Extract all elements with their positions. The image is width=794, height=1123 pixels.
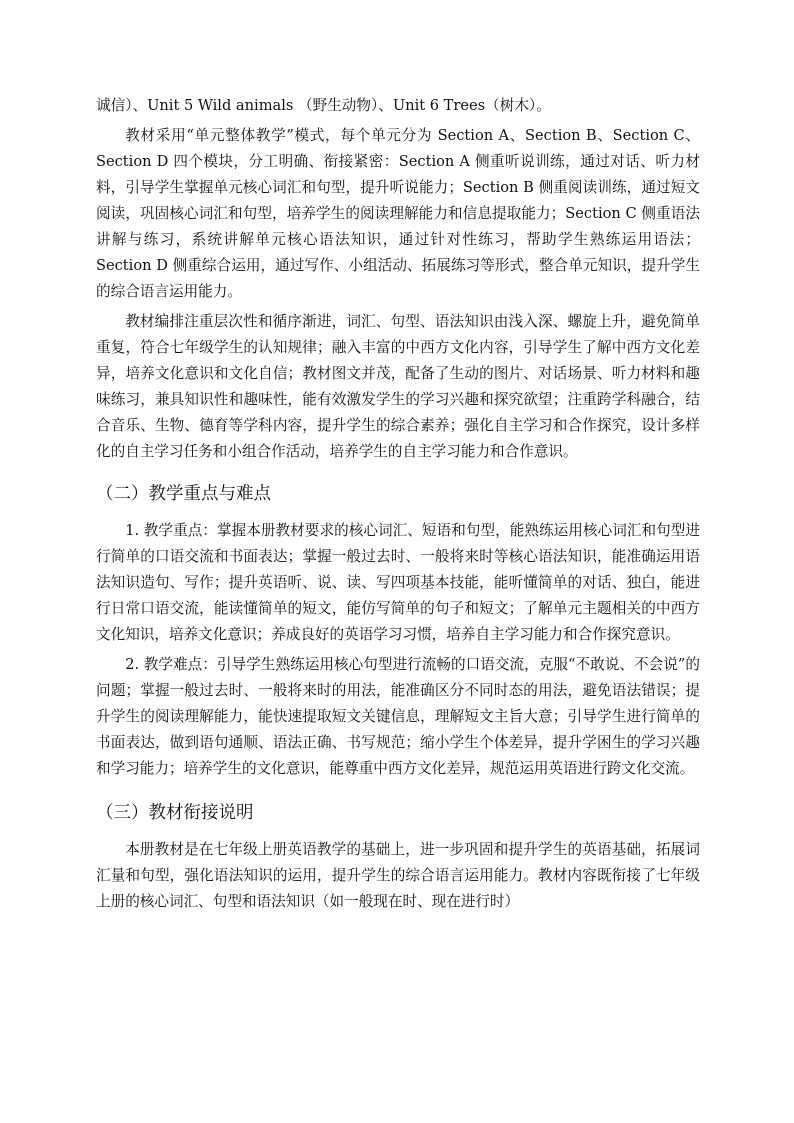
section-heading-connection: （三）教材衔接说明 — [96, 803, 254, 823]
paragraph-teaching-focus: 1. 教学重点：掌握本册教材要求的核心词汇、短语和句型，能熟练运用核心词汇和句型进行简单的口语交流和书面表达；掌握一般过去时、一般将来时等核心语法知识，能准确运用语法知识造句、写作；提升英语听、说、读、写四项基本技能，能听懂简单的对话、独白，能进行日常口语交流，能读懂简单的短文，能仿写简单的句子和短文；了解单元主题相关的中西方文化知识，培养文化意识；养成良好的英语学习习惯，培养自主学习能力和合作探究意识。 — [96, 522, 700, 643]
paragraph-textbook-features: 教材编排注重层次性和循序渐进，词汇、句型、语法知识由浅入深、螺旋上升，避免简单重复，符合七年级学生的认知规律；融入丰富的中西方文化内容，引导学生了解中西方文化差异，培养文化意识和文化自信；教材图文并茂，配备了生动的图片、对话场景、听力材料和趣味练习，兼具知识性和趣味性，能有效激发学生的学习兴趣和探究欲望；注重跨学科融合，结合音乐、生物、德育等学科内容，提升学生的综合素养；强化自主学习和合作探究，设计多样化的自主学习任务和小组合作活动，培养学生的自主学习能力和合作意识。 — [96, 313, 700, 460]
section-heading-key-points: （二）教学重点与难点 — [96, 484, 271, 504]
paragraph-unit-list: 诚信）、Unit 5 Wild animals （野生动物）、Unit 6 Trees（树木）。 — [96, 97, 551, 114]
paragraph-connection: 本册教材是在七年级上册英语教学的基础上，进一步巩固和提升学生的英语基础，拓展词汇量和句型，强化语法知识的运用，提升学生的综合语言运用能力。教材内容既衔接了七年级上册的核心词汇、句型和语法知识（如一般现在时、现在进行时） — [96, 841, 700, 910]
paragraph-teaching-difficulty: 2. 教学难点：引导学生熟练运用核心句型进行流畅的口语交流，克服“不敢说、不会说”的问题；掌握一般过去时、一般将来时的用法，能准确区分不同时态的用法，避免语法错误；提升学生的阅读理解能力，能快速提取短文关键信息，理解短文主旨大意；引导学生进行简单的书面表达，做到语句通顺、语法正确、书写规范；缩小学生个体差异，提升学困生的学习兴趣和学习能力；培养学生的文化意识，能尊重中西方文化差异，规范运用英语进行跨文化交流。 — [96, 656, 700, 777]
paragraph-unit-structure: 教材采用“单元整体教学”模式，每个单元分为 Section A、Section B、Section C、Section D 四个模块，分工明确、衔接紧密：Section A 侧重听说训练，通过对话、听力材料，引导学生掌握单元核心词汇和句型，提升听说能力；Section B 侧重阅读训练，通过短文阅读，巩固核心词汇和句型，培养学生的阅读理解能力和信息提取能力；Section C 侧重语法讲解与练习，系统讲解单元核心语法知识，通过针对性练习，帮助学生熟练运用语法；Section D 侧重综合运用，通过写作、小组活动、拓展练习等形式，整合单元知识，提升学生的综合语言运用能力。 — [96, 127, 700, 300]
document-page — [96, 93, 700, 919]
